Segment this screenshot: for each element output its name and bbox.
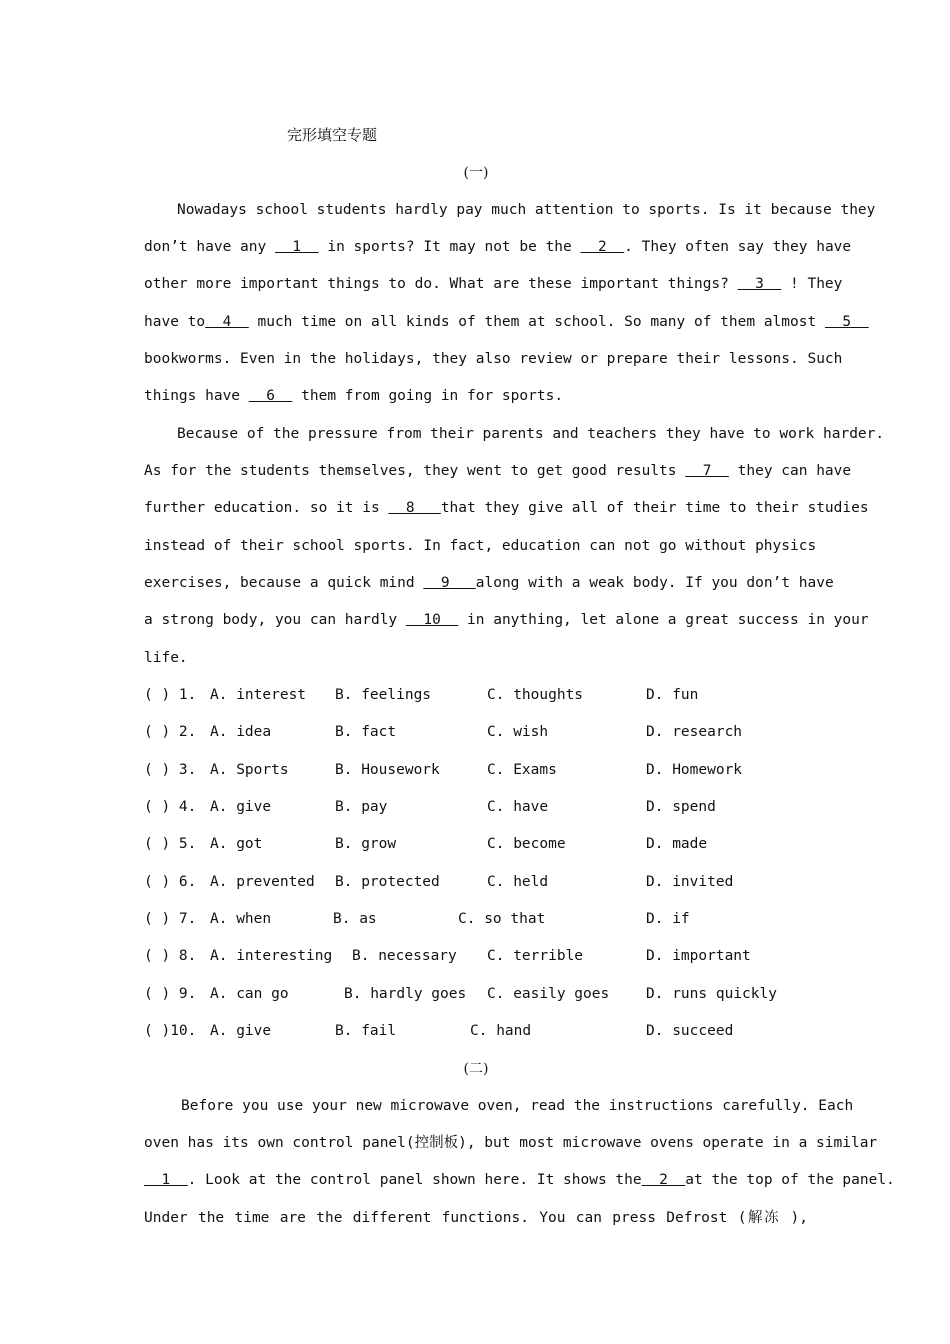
passage-line: a strong body, you can hardly 10 in anything, let alone a great success in your xyxy=(144,612,869,628)
option-c[interactable]: C. easily goes xyxy=(487,986,610,1002)
option-d[interactable]: D. important xyxy=(646,948,751,964)
blank-marker: 7 xyxy=(685,463,729,479)
passage-line: don’t have any 1 in sports? It may not be the 2 . They often say they have xyxy=(144,239,852,255)
option-a[interactable]: A. got xyxy=(210,836,263,852)
question-row xyxy=(144,909,808,929)
option-a[interactable]: A. give xyxy=(210,799,272,815)
blank-marker: 2 xyxy=(641,1172,686,1188)
option-a[interactable]: A. interesting xyxy=(210,948,333,964)
passage-line: have to 4 much time on all kinds of them at school. So many of them almost 5 xyxy=(144,314,869,330)
blank-marker: 1 xyxy=(274,239,319,255)
option-d[interactable]: D. Homework xyxy=(646,762,743,778)
option-b[interactable]: B. grow xyxy=(335,836,397,852)
option-d[interactable]: D. if xyxy=(646,911,690,927)
question-row xyxy=(144,760,808,780)
option-c[interactable]: C. wish xyxy=(487,724,549,740)
option-c[interactable]: C. have xyxy=(487,799,549,815)
passage-line: things have 6 them from going in for sports. xyxy=(144,388,564,404)
option-c[interactable]: C. so that xyxy=(458,911,546,927)
passage-line: oven has its own control panel(控制板), but most microwave ovens operate in a similar xyxy=(144,1135,878,1151)
question-number[interactable]: ( ) 5. xyxy=(144,836,197,852)
option-a[interactable]: A. prevented xyxy=(210,874,315,890)
question-row xyxy=(144,872,808,892)
option-a[interactable]: A. idea xyxy=(210,724,272,740)
option-b[interactable]: B. as xyxy=(333,911,377,927)
passage-line: bookworms. Even in the holidays, they also review or prepare their lessons. Such xyxy=(144,351,843,367)
question-row xyxy=(144,722,808,742)
option-c[interactable]: C. thoughts xyxy=(487,687,584,703)
question-number[interactable]: ( )10. xyxy=(144,1023,197,1039)
blank-marker: 5 xyxy=(824,314,869,330)
option-b[interactable]: B. necessary xyxy=(352,948,457,964)
question-number[interactable]: ( ) 2. xyxy=(144,724,197,740)
question-number[interactable]: ( ) 8. xyxy=(144,948,197,964)
option-a[interactable]: A. Sports xyxy=(210,762,289,778)
option-d[interactable]: D. runs quickly xyxy=(646,986,777,1002)
question-row xyxy=(144,1021,808,1041)
question-row xyxy=(144,946,808,966)
option-d[interactable]: D. succeed xyxy=(646,1023,734,1039)
passage-line: other more important things to do. What are these important things? 3 ! They xyxy=(144,276,843,292)
passage-line: further education. so it is 8 that they give all of their time to their studies xyxy=(144,500,869,516)
option-b[interactable]: B. hardly goes xyxy=(344,986,467,1002)
option-c[interactable]: C. terrible xyxy=(487,948,584,964)
passage-line: instead of their school sports. In fact, education can not go without physics xyxy=(144,538,817,554)
option-a[interactable]: A. interest xyxy=(210,687,307,703)
passage-line: exercises, because a quick mind 9 along with a weak body. If you don’t have xyxy=(144,575,834,591)
option-b[interactable]: B. Housework xyxy=(335,762,440,778)
question-number[interactable]: ( ) 9. xyxy=(144,986,197,1002)
option-c[interactable]: C. held xyxy=(487,874,549,890)
option-b[interactable]: B. protected xyxy=(335,874,440,890)
blank-marker: 6 xyxy=(248,388,293,404)
passage-line: Because of the pressure from their parents and teachers they have to work harder. xyxy=(177,426,885,442)
question-row xyxy=(144,797,808,817)
question-number[interactable]: ( ) 4. xyxy=(144,799,197,815)
option-d[interactable]: D. spend xyxy=(646,799,716,815)
option-a[interactable]: A. give xyxy=(210,1023,272,1039)
blank-marker: 10 xyxy=(405,612,459,628)
option-d[interactable]: D. invited xyxy=(646,874,734,890)
question-row xyxy=(144,685,808,705)
document-title: 完形填空专题 xyxy=(286,126,377,144)
section-heading-2: (二) xyxy=(463,1061,489,1077)
question-number[interactable]: ( ) 1. xyxy=(144,687,197,703)
question-number[interactable]: ( ) 3. xyxy=(144,762,197,778)
passage-line: Before you use your new microwave oven, read the instructions carefully. Each xyxy=(181,1098,854,1114)
blank-marker: 9 xyxy=(423,575,476,591)
option-a[interactable]: A. can go xyxy=(210,986,289,1002)
section-heading-1: (一) xyxy=(463,165,489,181)
blank-marker: 2 xyxy=(580,239,625,255)
option-d[interactable]: D. research xyxy=(646,724,743,740)
option-c[interactable]: C. hand xyxy=(470,1023,532,1039)
passage-line: 1 . Look at the control panel shown here. It shows the 2 at the top of the panel. xyxy=(144,1172,895,1188)
option-b[interactable]: B. feelings xyxy=(335,687,432,703)
option-a[interactable]: A. when xyxy=(210,911,272,927)
option-d[interactable]: D. made xyxy=(646,836,708,852)
option-c[interactable]: C. become xyxy=(487,836,566,852)
blank-marker: 1 xyxy=(144,1172,188,1188)
blank-marker: 3 xyxy=(737,276,782,292)
question-row xyxy=(144,834,808,854)
passage-line: Under the time are the different functions. You can press Defrost (解冻 ), xyxy=(144,1210,808,1226)
passage-line: life. xyxy=(144,650,188,666)
option-d[interactable]: D. fun xyxy=(646,687,699,703)
passage-line: As for the students themselves, they went to get good results 7 they can have xyxy=(144,463,852,479)
blank-marker: 8 xyxy=(388,500,441,516)
question-row xyxy=(144,984,808,1004)
option-c[interactable]: C. Exams xyxy=(487,762,557,778)
question-number[interactable]: ( ) 7. xyxy=(144,911,197,927)
question-number[interactable]: ( ) 6. xyxy=(144,874,197,890)
blank-marker: 4 xyxy=(205,314,249,330)
option-b[interactable]: B. pay xyxy=(335,799,388,815)
option-b[interactable]: B. fail xyxy=(335,1023,397,1039)
option-b[interactable]: B. fact xyxy=(335,724,397,740)
passage-line: Nowadays school students hardly pay much attention to sports. Is it because they xyxy=(177,202,876,218)
